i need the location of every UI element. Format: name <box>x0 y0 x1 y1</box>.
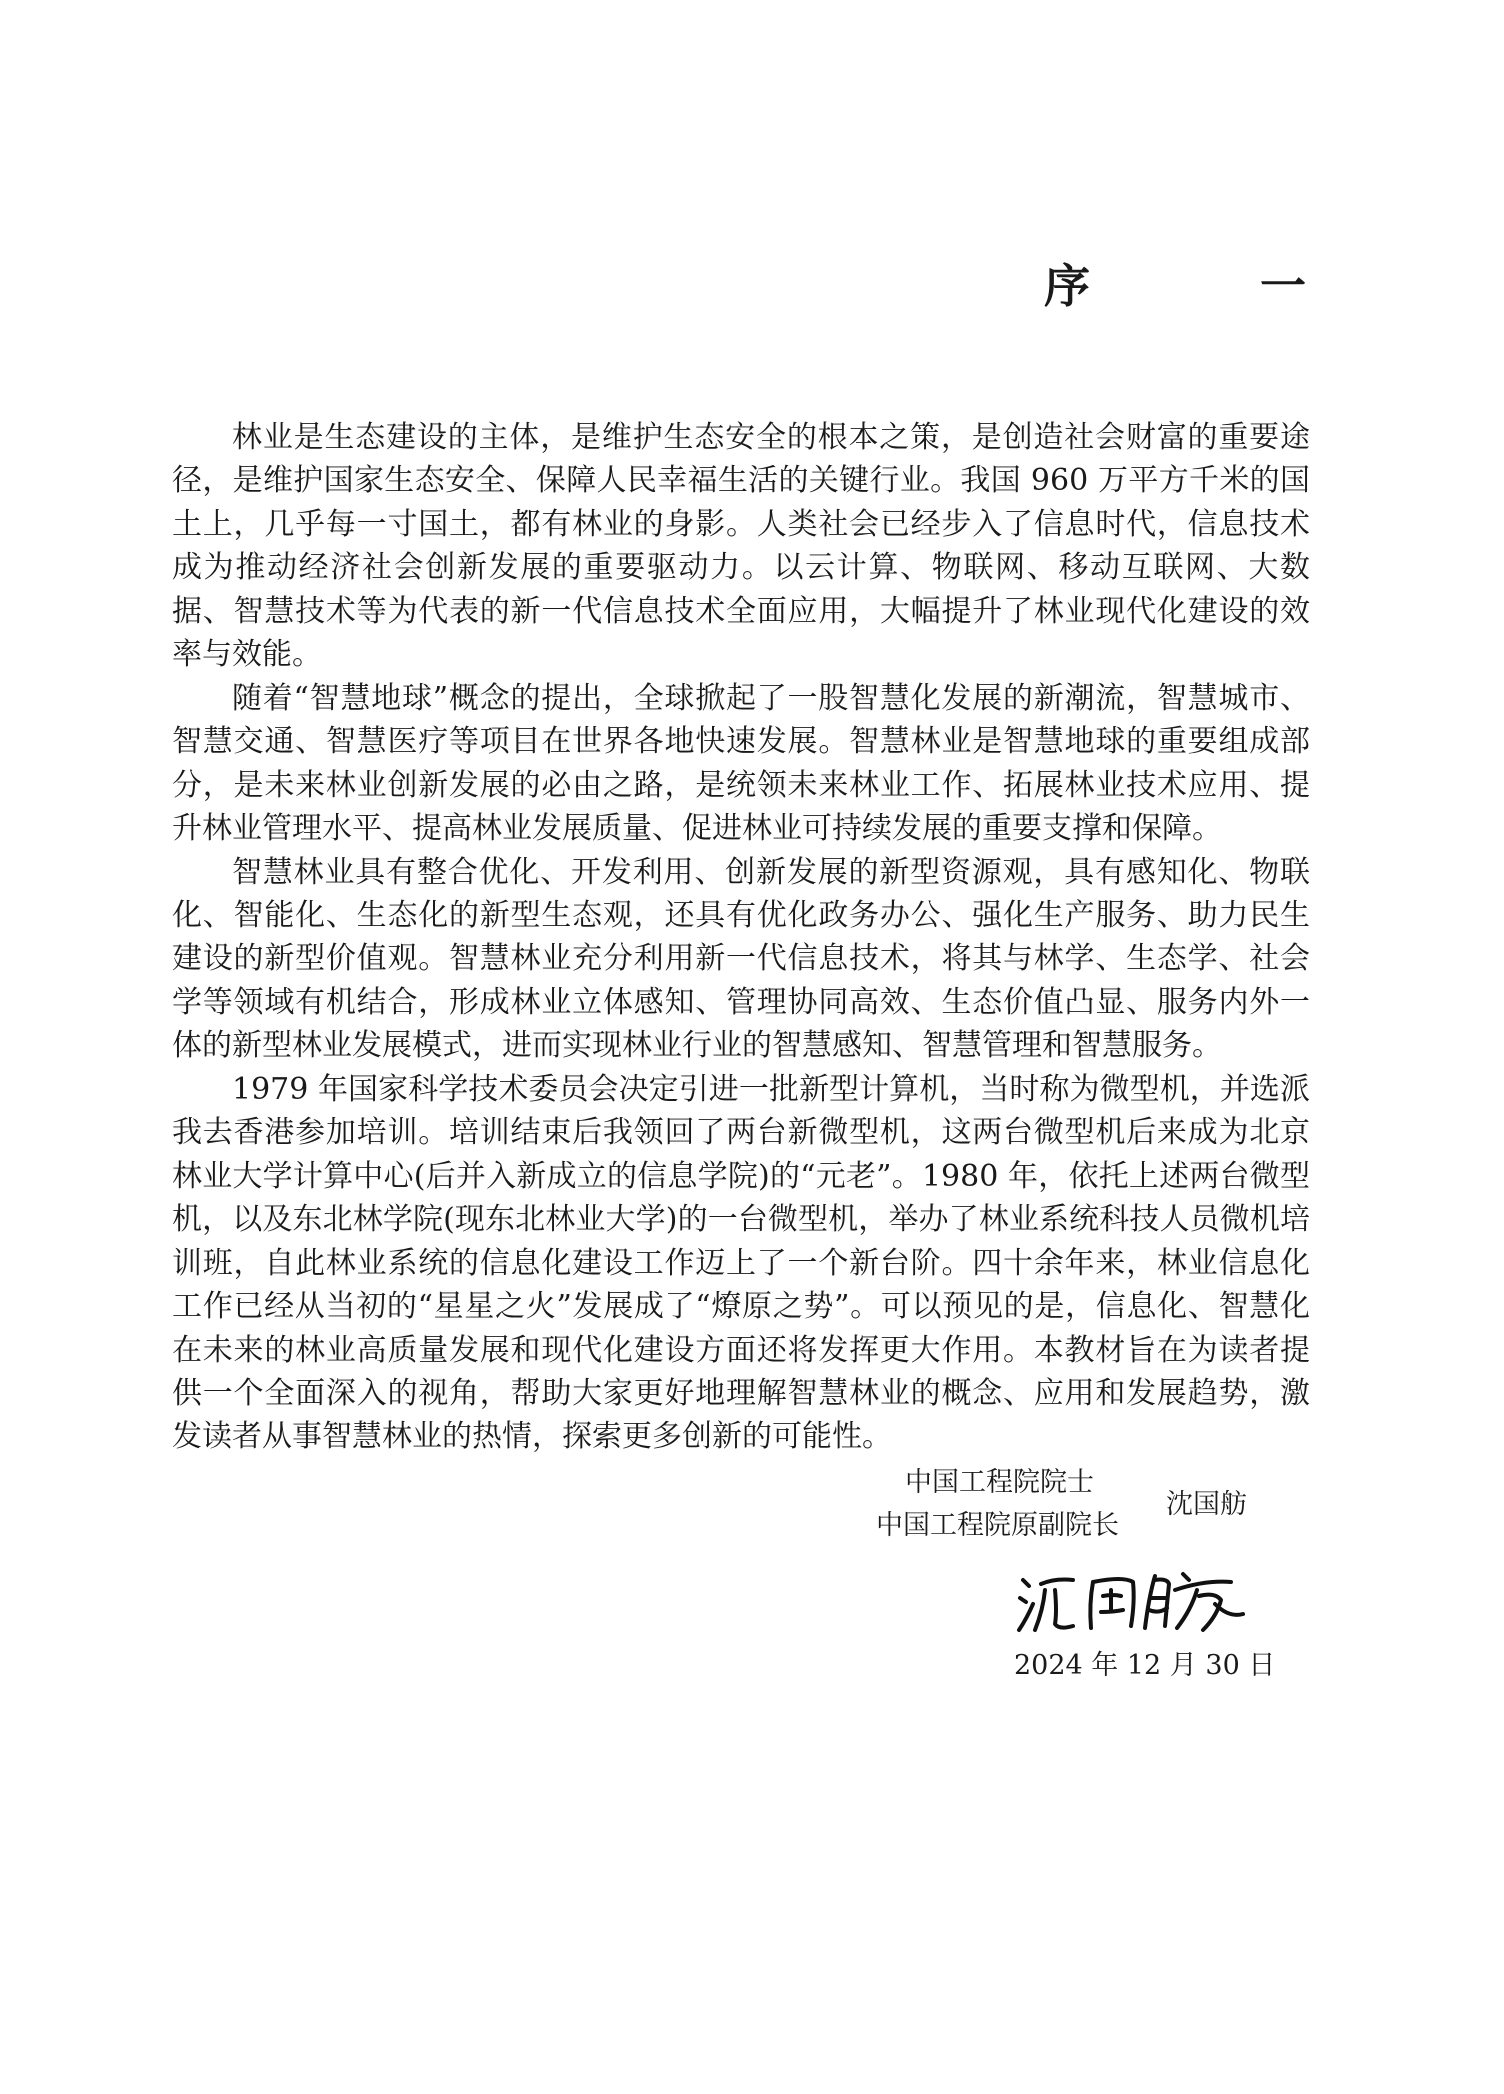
preface-body <box>172 416 1310 1459</box>
author-title-academician: 中国工程院院士 <box>905 1467 1094 1498</box>
paragraph: 林业是生态建设的主体，是维护生态安全的根本之策，是创造社会财富的重要途径，是维护国家生态安全、保障人民幸福生活的关键行业。我国 960 万平方千米的国土上，几乎每一寸国土，都有林业的身影。人类社会已经步入了信息时代，信息技术成为推动经济社会创新发展的重要驱动力。以云计算、物联网、移动互联网、大数据、智慧技术等为代表的新一代信息技术全面应用，大幅提升了林业现代化建设的效率与效能。 <box>172 420 1310 673</box>
paragraph: 随着“智慧地球”概念的提出，全球掀起了一股智慧化发展的新潮流，智慧城市、智慧交通、智慧医疗等项目在世界各地快速发展。智慧林业是智慧地球的重要组成部分，是未来林业创新发展的必由之路，是统领未来林业工作、拓展林业技术应用、提升林业管理水平、提高林业发展质量、促进林业可持续发展的重要支撑和保障。 <box>172 680 1310 847</box>
paragraph: 1979 年国家科学技术委员会决定引进一批新型计算机，当时称为微型机，并选派我去香港参加培训。培训结束后我领回了两台新微型机，这两台微型机后来成为北京林业大学计算中心(后并入新成立的信息学院)的“元老”。1980 年，依托上述两台微型机，以及东北林学院(现东北林业大学)的一台微型机，举办了林业系统科技人员微机培训班，自此林业系统的信息化建设工作迈上了一个新台阶。四十余年来，林业信息化工作已经从当初的“星星之火”发展成了“燎原之势”。可以预见的是，信息化、智慧化在未来的林业高质量发展和现代化建设方面还将发挥更大作用。本教材旨在为读者提供一个全面深入的视角，帮助大家更好地理解智慧林业的概念、应用和发展趋势，激发读者从事智慧林业的热情，探索更多创新的可能性。 <box>172 1071 1310 1455</box>
author-title-vice-president: 中国工程院原副院长 <box>876 1510 1119 1541</box>
page-title: 序 一 <box>1044 259 1368 313</box>
signature-date: 2024 年 12 月 30 日 <box>1014 1650 1276 1681</box>
handwritten-signature <box>1015 1560 1250 1640</box>
paragraph: 智慧林业具有整合优化、开发利用、创新发展的新型资源观，具有感知化、物联化、智能化、生态化的新型生态观，还具有优化政务办公、强化生产服务、助力民生建设的新型价值观。智慧林业充分利用新一代信息技术，将其与林学、生态学、社会学等领域有机结合，形成林业立体感知、管理协同高效、生态价值凸显、服务内外一体的新型林业发展模式，进而实现林业行业的智慧感知、智慧管理和智慧服务。 <box>172 854 1310 1064</box>
author-name: 沈国舫 <box>1166 1489 1247 1520</box>
